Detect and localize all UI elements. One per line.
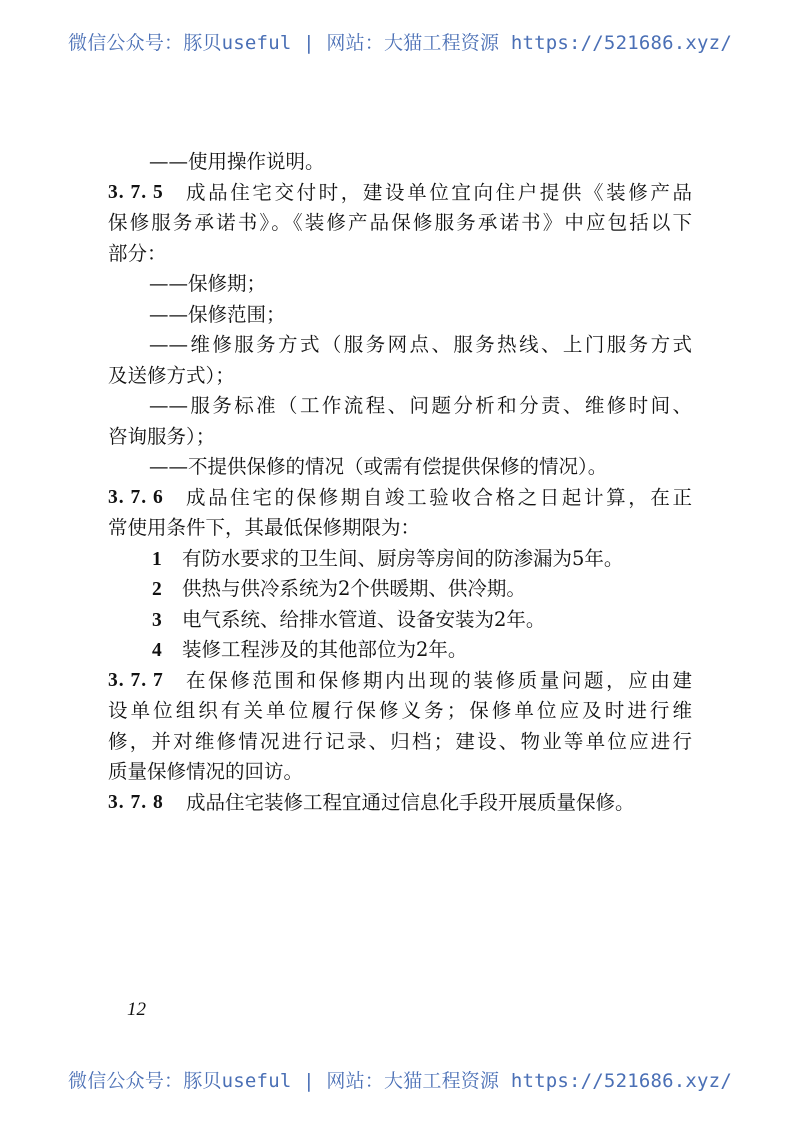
item-text: 装修工程涉及的其他部位为2年。 — [182, 638, 468, 661]
item-number: 3 — [152, 609, 162, 631]
list-item: ——维修服务方式（服务网点、服务热线、上门服务方式 — [149, 333, 692, 356]
numbered-item — [108, 544, 692, 575]
paragraph-line: 修，并对维修情况进行记录、归档；建设、物业等单位应进行 — [108, 729, 692, 753]
clause-number: 3. 7. 5 — [108, 181, 164, 203]
document-body — [108, 147, 692, 818]
watermark-bottom: 微信公众号：豚贝useful | 网站：大猫工程资源 https://521686.xyz/ — [68, 1070, 732, 1092]
numbered-item — [108, 635, 692, 666]
clause-number: 3. 7. 8 — [108, 791, 164, 813]
item-number: 4 — [152, 640, 162, 661]
clause-text: 成品住宅交付时，建设单位宜向住户提供《装修产品 — [186, 180, 692, 204]
page-number: 12 — [127, 999, 146, 1020]
paragraph-line: 保修服务承诺书》。《装修产品保修服务承诺书》中应包括以下 — [108, 211, 692, 234]
paragraph-line: 常使用条件下，其最低保修期限为： — [108, 516, 421, 539]
watermark-top: 微信公众号：豚贝useful | 网站：大猫工程资源 https://521686.xyz/ — [68, 32, 732, 54]
item-number: 2 — [152, 579, 162, 600]
list-item: ——服务标准（工作流程、问题分析和分责、维修时间、 — [149, 394, 692, 417]
clause-3-7-6 — [108, 483, 692, 514]
list-item: ——保修范围； — [149, 302, 286, 326]
clause-3-7-7 — [108, 666, 692, 697]
clause-text: 在保修范围和保修期内出现的装修质量问题，应由建 — [186, 668, 692, 692]
clause-number: 3. 7. 7 — [108, 669, 164, 691]
clause-3-7-5 — [108, 178, 692, 209]
clause-number: 3. 7. 6 — [108, 486, 164, 508]
item-text: 有防水要求的卫生间、厨房等房间的防渗漏为5年。 — [182, 546, 624, 570]
item-text: 供热与供冷系统为2个供暖期、供冷期。 — [182, 577, 526, 600]
paragraph-line: 部分： — [108, 241, 167, 265]
clause-text: 成品住宅装修工程宜通过信息化手段开展质量保修。 — [186, 790, 635, 814]
paragraph-line: 咨询服务）； — [108, 424, 216, 448]
list-item: ——不提供保修的情况（或需有偿提供保修的情况）。 — [149, 455, 608, 478]
numbered-item — [108, 605, 692, 636]
paragraph-line: 设单位组织有关单位履行保修义务；保修单位应及时进行维 — [108, 699, 692, 722]
paragraph-line: 及送修方式）； — [108, 363, 235, 387]
item-number: 1 — [152, 548, 162, 570]
numbered-item — [108, 574, 692, 605]
paragraph-line: 质量保修情况的回访。 — [108, 760, 304, 783]
clause-3-7-8 — [108, 788, 692, 819]
item-text: 电气系统、给排水管道、设备安装为2年。 — [182, 607, 546, 631]
clause-text: 成品住宅的保修期自竣工验收合格之日起计算，在正 — [186, 485, 692, 509]
list-item: ——保修期； — [149, 272, 267, 295]
list-item: ——使用操作说明。 — [149, 150, 325, 173]
